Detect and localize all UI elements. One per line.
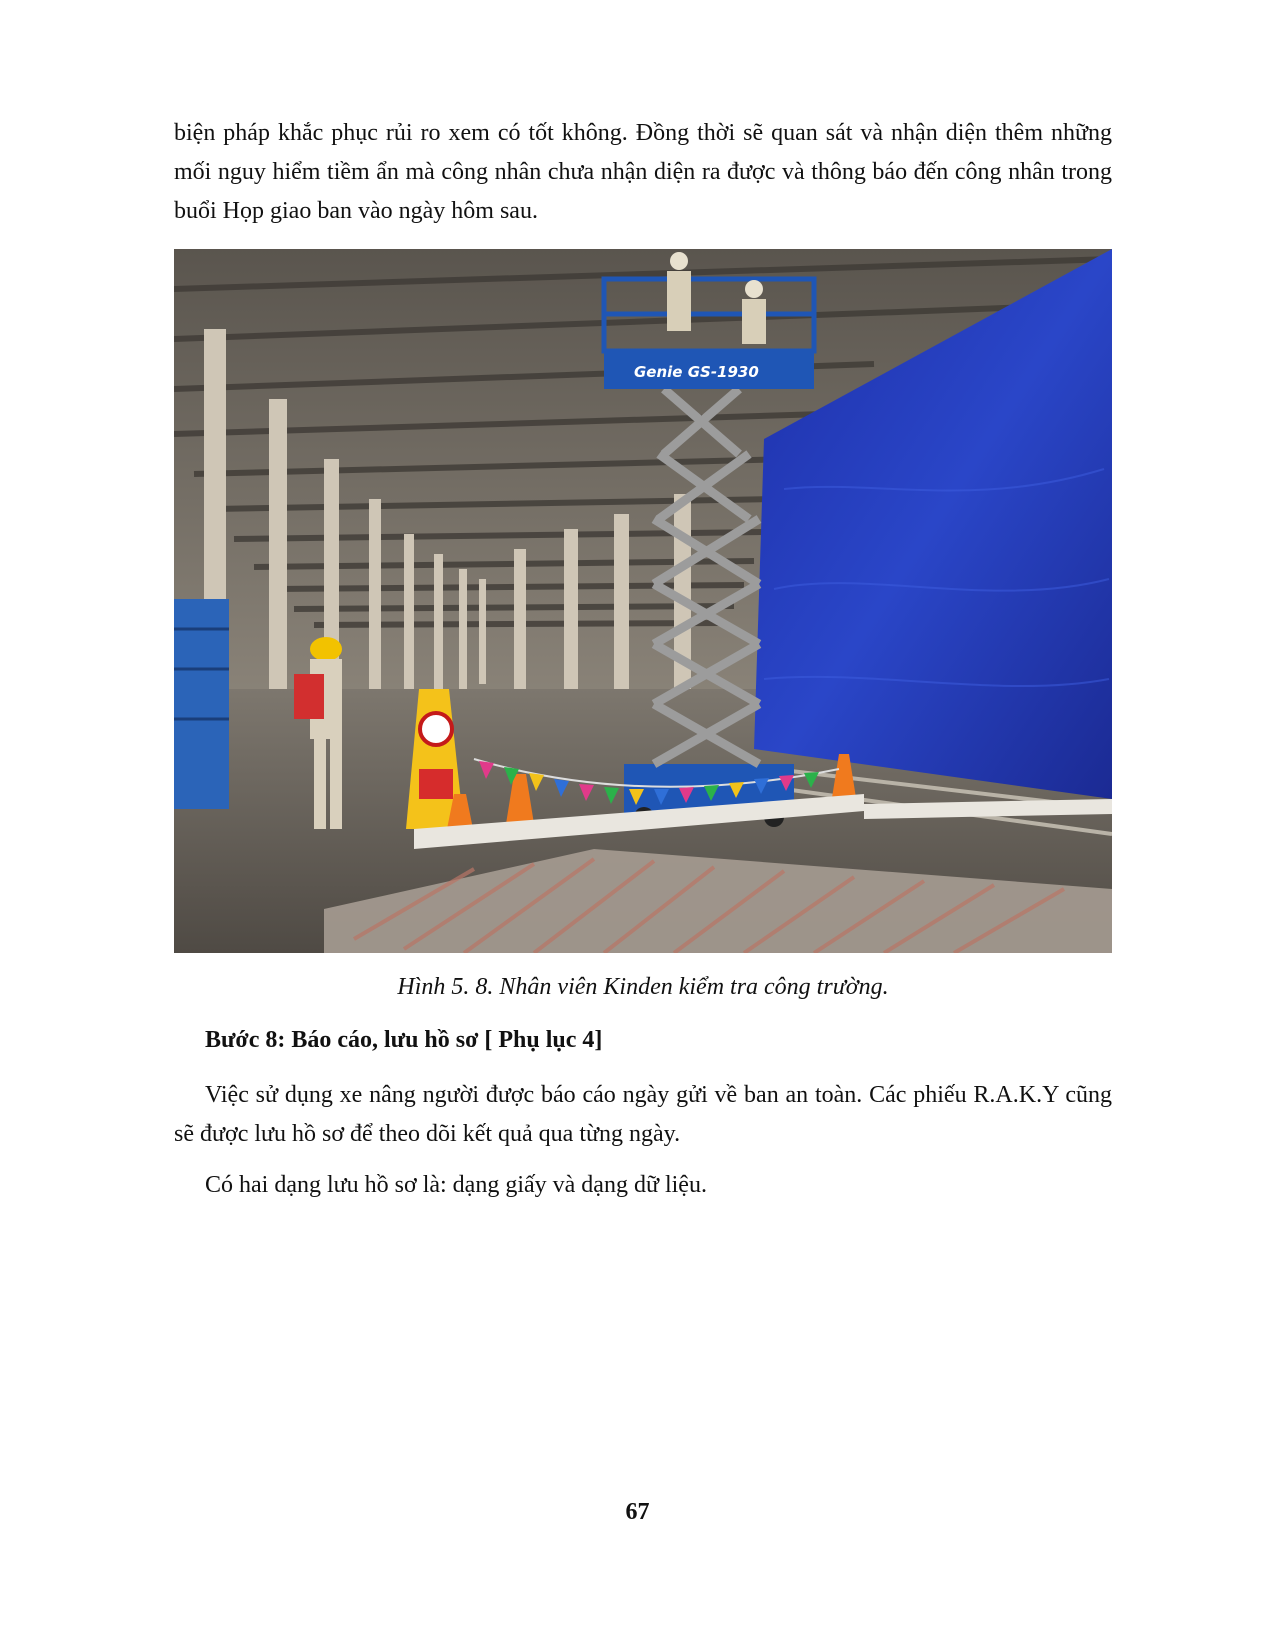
paragraph-continuation: biện pháp khắc phục rủi ro xem có tốt không. Đồng thời sẽ quan sát và nhận diện thêm những mối nguy hiểm tiềm ẩn mà công nhân chưa nhận diện ra được và thông báo đến công nhân trong buổi Họp giao ban vào ngày hôm sau.: [174, 120, 1112, 224]
step-heading: Bước 8: Báo cáo, lưu hồ sơ [ Phụ lục 4]: [205, 1027, 603, 1053]
paragraph-report: Việc sử dụng xe nâng người được báo cáo ngày gửi về ban an toàn. Các phiếu R.A.K.Y cũng sẽ được lưu hồ sơ để theo dõi kết quả qua từng ngày.: [174, 1082, 1112, 1147]
paragraph-storage-forms: Có hai dạng lưu hồ sơ là: dạng giấy và dạng dữ liệu.: [205, 1172, 707, 1198]
figure-photo: [174, 249, 1112, 953]
construction-site-photo: [174, 249, 1112, 953]
lift-brand-text: Genie GS-1930: [634, 363, 759, 381]
page-number: 67: [625, 1499, 650, 1525]
figure-caption: Hình 5. 8. Nhân viên Kinden kiểm tra công trường.: [397, 974, 889, 1000]
